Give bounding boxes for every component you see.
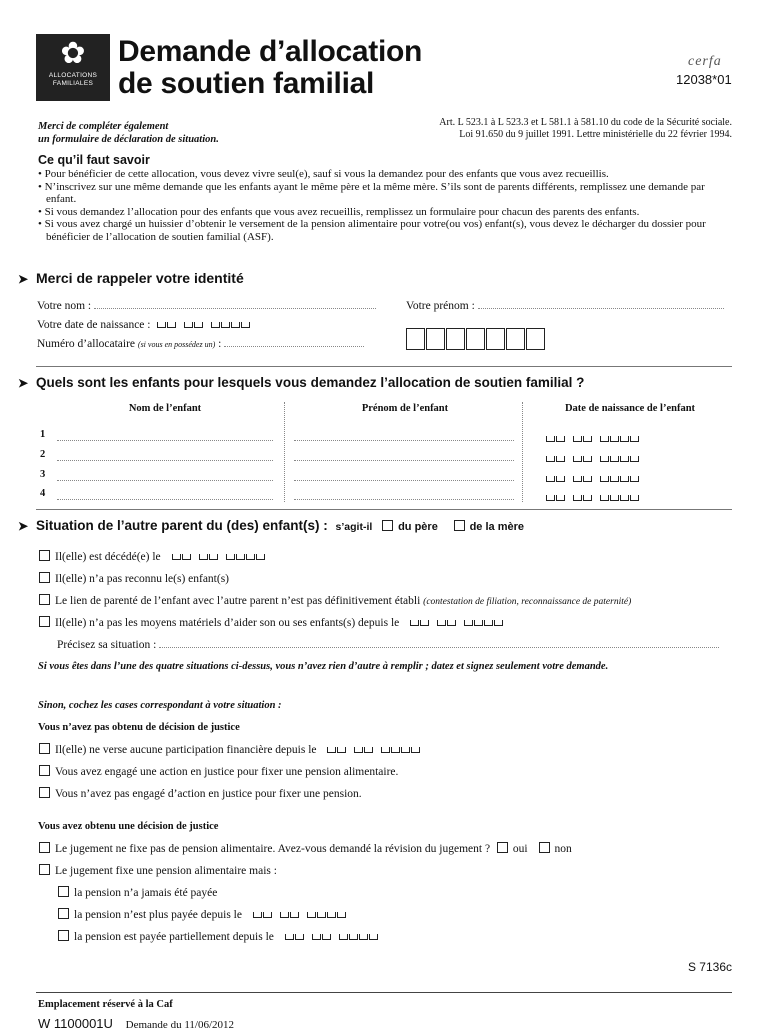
logo-text-1: ALLOCATIONS (48, 72, 98, 79)
bottom-text: Demande du 11/06/2012 (125, 1019, 235, 1031)
option-pas-pension (39, 842, 572, 855)
logo-text-2: FAMILIALES (52, 80, 94, 87)
sub-decision: Vous avez obtenu une décision de justice (38, 821, 219, 832)
partiellement-checkbox[interactable] (58, 930, 69, 941)
sagit-label: s’agit-il (335, 521, 373, 533)
children-heading (18, 375, 584, 390)
child-prenom-field[interactable] (294, 471, 514, 481)
prenom-label: Votre prénom : (406, 300, 475, 312)
non-checkbox[interactable] (539, 842, 550, 853)
pas-action-label: Vous n’avez pas engagé d’action en justice pour fixer une pension. (55, 788, 362, 800)
allocataire-hint: (si vous en possédez un) (137, 340, 216, 349)
row-number: 2 (40, 449, 46, 460)
arrow-icon: ➤ (18, 519, 29, 533)
caf-logo (36, 34, 110, 101)
option-non-reconnu (39, 572, 229, 585)
bullet-4: • Si vous avez chargé un huissier d’obtenir le versement de la pension alimentaire pour votre(ou vos) enfant(s), vous devez le décharger du dossier pour bénéficier de l’allocation de soutien familial (ASF). (38, 218, 706, 243)
child-date-field[interactable] (546, 453, 640, 465)
partiellement-date-field[interactable] (285, 931, 379, 943)
pere-label: du père (398, 521, 438, 533)
bullet-1: • Pour bénéficier de cette allocation, vous devez vivre seul(e), sauf si vous la demandez pour des enfants que vous avez recueillis. (38, 168, 609, 180)
option-pas-action (39, 787, 362, 800)
decede-date-field[interactable] (172, 551, 266, 563)
child-nom-field[interactable] (57, 431, 273, 441)
jamais-payee-label: la pension n’a jamais été payée (74, 887, 218, 899)
form-code: S 7136c (687, 960, 732, 974)
option-decede (39, 550, 266, 563)
bottom-line (38, 1016, 234, 1031)
plus-payee-checkbox[interactable] (58, 908, 69, 919)
action-engagee-checkbox[interactable] (39, 765, 50, 776)
col-separator (284, 402, 285, 502)
aucune-participation-date-field[interactable] (327, 744, 421, 756)
cerfa-number: 12038*01 (676, 72, 732, 87)
option-jamais-payee (58, 886, 217, 899)
merci-note (38, 120, 219, 146)
precisez-label: Précisez sa situation : (57, 639, 157, 651)
partiellement-label: la pension est payée partiellement depuis le (74, 931, 274, 943)
pere-checkbox[interactable] (382, 520, 393, 531)
naissance-label: Votre date de naissance : (37, 319, 151, 331)
allocataire-row (37, 338, 364, 350)
fixe-pension-label: Le jugement fixe une pension alimentaire mais : (55, 865, 277, 877)
lien-parente-hint: (contestation de filiation, reconnaissance de paternité) (423, 597, 632, 607)
fixe-pension-checkbox[interactable] (39, 864, 50, 875)
jamais-payee-checkbox[interactable] (58, 886, 69, 897)
merci-line-1: Merci de compléter également (38, 121, 169, 132)
child-nom-field[interactable] (57, 451, 273, 461)
child-date-field[interactable] (546, 433, 640, 445)
mere-label: de la mère (469, 521, 524, 533)
row-number: 3 (40, 469, 46, 480)
precisez-row (57, 639, 719, 651)
allocataire-dots (224, 346, 364, 347)
legal-references (372, 117, 732, 141)
situation-heading-text: Situation de l’autre parent du (des) enfant(s) : (36, 518, 328, 533)
children-heading-text: Quels sont les enfants pour lesquels vous demandez l’allocation de soutien familial ? (36, 375, 585, 390)
child-prenom-field[interactable] (294, 490, 514, 500)
title-line-2: de soutien familial (118, 67, 375, 100)
aucune-participation-checkbox[interactable] (39, 743, 50, 754)
identity-heading-text: Merci de rappeler votre identité (36, 270, 244, 286)
option-action-engagee (39, 765, 398, 778)
naissance-row (37, 319, 251, 331)
naissance-date-field[interactable] (157, 319, 251, 331)
lien-parente-label: Le lien de parenté de l’enfant avec l’autre parent n’est pas définitivement établi (55, 595, 421, 607)
plus-payee-date-field[interactable] (253, 909, 347, 921)
option-aucune-participation (39, 743, 421, 756)
nom-row (37, 300, 376, 312)
lien-parente-checkbox[interactable] (39, 594, 50, 605)
row-number: 4 (40, 488, 46, 499)
bottom-code: W 1100001U (38, 1016, 113, 1031)
merci-line-2: un formulaire de déclaration de situation. (38, 134, 219, 145)
nom-label: Votre nom : (37, 300, 92, 312)
option-partiellement (58, 930, 379, 943)
savoir-bullets (38, 168, 732, 243)
aucune-participation-label: Il(elle) ne verse aucune participation financière depuis le (55, 744, 317, 756)
mere-checkbox[interactable] (454, 520, 465, 531)
bullet-2: • N’inscrivez sur une même demande que les enfants ayant le même père et la même mère. S’ils sont de parents différents, remplissez une demande par enfant. (38, 180, 705, 205)
title-line-1: Demande d’allocation (118, 35, 423, 68)
plus-payee-label: la pension n’est plus payée depuis le (74, 909, 242, 921)
divider (36, 366, 732, 367)
sinon-intro: Sinon, cochez les cases correspondant à votre situation : (38, 700, 282, 711)
divider (36, 509, 732, 510)
oui-checkbox[interactable] (497, 842, 508, 853)
situation-heading (18, 518, 524, 533)
child-date-field[interactable] (546, 492, 640, 504)
allocataire-number-field[interactable] (406, 328, 546, 353)
pas-action-checkbox[interactable] (39, 787, 50, 798)
child-nom-field[interactable] (57, 490, 273, 500)
divider (36, 992, 732, 993)
child-nom-field[interactable] (57, 471, 273, 481)
option-lien-parente (39, 594, 631, 607)
page-title (118, 36, 422, 100)
precisez-field[interactable] (159, 647, 719, 648)
child-date-field[interactable] (546, 473, 640, 485)
non-label: non (554, 843, 572, 855)
decede-checkbox[interactable] (39, 550, 50, 561)
action-engagee-label: Vous avez engagé une action en justice pour fixer une pension alimentaire. (55, 766, 399, 778)
prenom-field[interactable] (478, 308, 724, 309)
art-line-1: Art. L 523.1 à L 523.3 et L 581.1 à 581.10 du code de la Sécurité sociale. (439, 117, 732, 128)
col-prenom: Prénom de l’enfant (361, 403, 449, 414)
non-reconnu-label: Il(elle) n’a pas reconnu le(s) enfant(s) (55, 573, 230, 585)
option-moyens (39, 616, 504, 629)
row-number: 1 (40, 429, 46, 440)
allocataire-label: Numéro d’allocataire (37, 338, 136, 350)
oui-label: oui (512, 843, 528, 855)
col-nom: Nom de l’enfant (128, 403, 202, 414)
situation-note: Si vous êtes dans l’une des quatre situations ci-dessus, vous n’avez rien d’autre à remplir ; datez et signez seulement votre demande. (38, 661, 609, 672)
reserved-area-label: Emplacement réservé à la Caf (38, 999, 173, 1010)
sub-pas-decision: Vous n’avez pas obtenu de décision de justice (38, 722, 240, 733)
prenom-row (406, 300, 724, 312)
option-fixe-pension (39, 864, 277, 877)
pas-pension-label: Le jugement ne fixe pas de pension alimentaire. Avez-vous demandé la révision du jugement ? (55, 843, 491, 855)
child-prenom-field[interactable] (294, 451, 514, 461)
art-line-2: Loi 91.650 du 9 juillet 1991. Lettre ministérielle du 22 février 1994. (459, 129, 732, 140)
decede-label: Il(elle) est décédé(e) le (55, 551, 161, 563)
moyens-checkbox[interactable] (39, 616, 50, 627)
col-separator (522, 402, 523, 502)
moyens-date-field[interactable] (410, 617, 504, 629)
allocataire-colon: : (218, 338, 222, 350)
child-prenom-field[interactable] (294, 431, 514, 441)
savoir-title: Ce qu’il faut savoir (38, 153, 150, 167)
arrow-icon: ➤ (18, 272, 29, 286)
arrow-icon: ➤ (18, 376, 29, 390)
option-plus-payee (58, 908, 347, 921)
cerfa-stamp: cerfa (688, 54, 722, 69)
col-date: Date de naissance de l’enfant (564, 403, 696, 414)
nom-field[interactable] (94, 308, 376, 309)
non-reconnu-checkbox[interactable] (39, 572, 50, 583)
flower-icon: ✿ (60, 37, 86, 70)
identity-heading (18, 270, 244, 286)
moyens-label: Il(elle) n’a pas les moyens matériels d’aider son ou ses enfants(s) depuis le (55, 617, 400, 629)
pas-pension-checkbox[interactable] (39, 842, 50, 853)
bullet-3: • Si vous demandez l’allocation pour des enfants que vous avez recueillis, remplissez un formulaire pour chacun des parents des enfants. (38, 205, 640, 218)
